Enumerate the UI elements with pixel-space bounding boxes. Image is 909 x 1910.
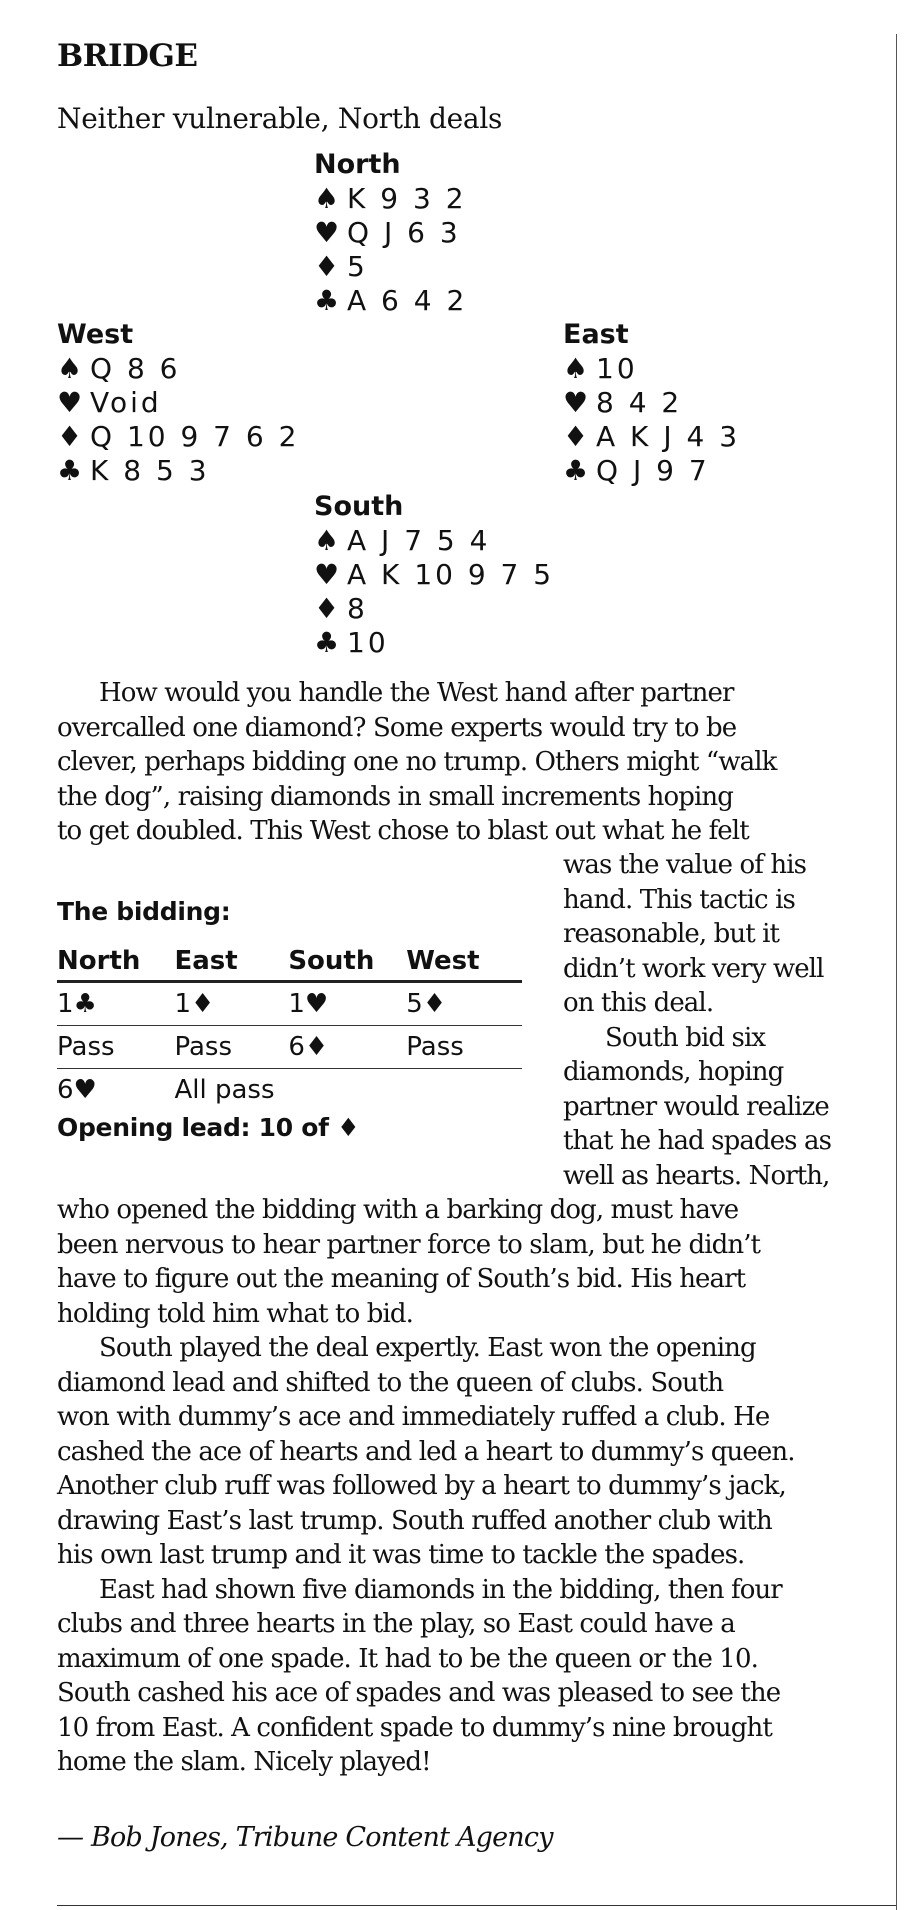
diamond-icon: ♦ — [57, 420, 83, 453]
cards: 8 — [347, 592, 368, 625]
cards: A 6 4 2 — [347, 284, 468, 317]
diamonds-holding — [563, 420, 740, 454]
text-line: South played the deal expertly. East won the opening — [99, 1333, 756, 1363]
column-header: North — [57, 942, 174, 982]
heart-icon: ♥ — [314, 216, 340, 249]
bid-cell: 1♣ — [57, 982, 174, 1026]
bid-cell: Pass — [57, 1026, 174, 1069]
column-header: West — [406, 942, 522, 982]
text-line: the dog”, raising diamonds in small increments hoping — [57, 781, 733, 812]
bidding-row — [57, 1026, 522, 1069]
text-line: 10 from East. A confident spade to dummy’s nine brought — [57, 1712, 772, 1743]
cards: Q J 6 3 — [347, 216, 461, 249]
bid-cell: 1♦ — [174, 982, 288, 1026]
text-line: was the value of his — [563, 850, 807, 880]
deal-conditions: Neither vulnerable, North deals — [57, 102, 503, 135]
text-line: home the slam. Nicely played! — [57, 1747, 431, 1777]
south-hand — [314, 490, 554, 660]
diamond-icon: ♦ — [314, 592, 340, 625]
text-line: Another club ruff was followed by a heart to dummy’s jack, — [57, 1471, 786, 1501]
bid-cell: 6♥ — [57, 1075, 97, 1105]
hand-name: South — [314, 491, 404, 522]
cards: 8 4 2 — [596, 386, 683, 419]
text-line: South cashed his ace of spades and was pleased to see the — [57, 1678, 781, 1708]
cards: 10 — [596, 352, 638, 385]
cards: 10 — [347, 626, 389, 659]
text-line: How would you handle the West hand after partner — [99, 678, 734, 708]
text-line: East had shown five diamonds in the bidding, then four — [99, 1574, 782, 1605]
hand-name: West — [57, 319, 134, 350]
heart-icon: ♥ — [57, 386, 83, 419]
bid-cell: 6♦ — [288, 1026, 406, 1069]
bidding-box — [57, 892, 522, 1142]
bid-cell: Pass — [174, 1026, 288, 1069]
bid-cell: 1♥ — [288, 982, 406, 1026]
spades-holding — [314, 182, 467, 216]
bid-cell — [406, 1069, 522, 1112]
hearts-holding — [57, 386, 299, 420]
cards: Q 8 6 — [90, 352, 181, 385]
text-line: maximum of one spade. It had to be the queen or the 10. — [57, 1643, 758, 1674]
cards: K 9 3 2 — [347, 182, 467, 215]
text-line: well as hearts. North, — [563, 1160, 830, 1191]
text-line: on this deal. — [563, 988, 714, 1018]
clubs-holding — [314, 284, 467, 318]
hand-name: East — [563, 319, 629, 350]
text-line: partner would realize — [563, 1091, 829, 1122]
diamonds-holding — [314, 250, 467, 284]
bidding-row — [57, 982, 522, 1026]
cards: A J 7 5 4 — [347, 524, 491, 557]
text-line: been nervous to hear partner force to slam, but he didn’t — [57, 1229, 761, 1260]
heart-icon: ♥ — [314, 558, 340, 591]
spade-icon: ♠ — [57, 352, 83, 385]
bid-cell — [288, 1069, 406, 1112]
text-line: have to figure out the meaning of South’s bid. His heart — [57, 1264, 746, 1294]
text-line: diamond lead and shifted to the queen of clubs. South — [57, 1367, 724, 1398]
heart-icon: ♥ — [563, 386, 589, 419]
clubs-holding — [314, 626, 554, 660]
cards: Q 10 9 7 6 2 — [90, 420, 300, 453]
text-line: clubs and three hearts in the play, so East could have a — [57, 1609, 735, 1639]
text-line: diamonds, hoping — [563, 1057, 784, 1087]
byline: — Bob Jones, Tribune Content Agency — [57, 1822, 553, 1853]
opening-lead: Opening lead: 10 of ♦ — [57, 1113, 360, 1142]
column-title: BRIDGE — [57, 38, 198, 74]
cards: Void — [90, 386, 162, 419]
diamonds-holding — [57, 420, 299, 454]
text-line: didn’t work very well — [563, 953, 824, 984]
hearts-holding — [314, 558, 554, 592]
spades-holding — [57, 352, 299, 386]
text-line: reasonable, but it — [563, 919, 780, 949]
cards: A K J 4 3 — [596, 420, 741, 453]
club-icon: ♣ — [57, 454, 83, 487]
text-line: to get doubled. This West chose to blast out what he felt — [57, 816, 749, 846]
spades-holding — [314, 524, 554, 558]
column-header: East — [174, 942, 288, 982]
text-line: South bid six — [605, 1022, 766, 1053]
text-line: that he had spades as — [563, 1126, 832, 1156]
bid-cell: Pass — [406, 1026, 522, 1069]
text-line: clever, perhaps bidding one no trump. Others might “walk — [57, 747, 777, 777]
spade-icon: ♠ — [314, 182, 340, 215]
cards: A K 10 9 7 5 — [347, 558, 555, 591]
bidding-label: The bidding: — [57, 897, 231, 926]
bottom-rule — [57, 1905, 896, 1906]
hearts-holding — [563, 386, 740, 420]
club-icon: ♣ — [314, 626, 340, 659]
column-header: South — [288, 942, 406, 982]
cards: Q J 9 7 — [596, 454, 710, 487]
spade-icon: ♠ — [314, 524, 340, 557]
east-hand — [563, 318, 740, 488]
text-line: drawing East’s last trump. South ruffed another club with — [57, 1505, 772, 1536]
diamonds-holding — [314, 592, 554, 626]
west-hand — [57, 318, 299, 488]
text-line: hand. This tactic is — [563, 884, 795, 915]
cards: K 8 5 3 — [90, 454, 210, 487]
article-text-top — [57, 676, 897, 849]
hand-name: North — [314, 149, 401, 180]
bidding-header-row — [57, 942, 522, 982]
text-line: holding told him what to bid. — [57, 1298, 413, 1329]
spade-icon: ♠ — [563, 352, 589, 385]
cards: 5 — [347, 250, 368, 283]
club-icon: ♣ — [314, 284, 340, 317]
north-hand — [314, 148, 467, 318]
bidding-table — [57, 942, 522, 1111]
hearts-holding — [314, 216, 467, 250]
bid-cell: 5♦ — [406, 982, 522, 1026]
clubs-holding — [57, 454, 299, 488]
bidding-row — [57, 1069, 522, 1112]
text-line: who opened the bidding with a barking dog, must have — [57, 1195, 739, 1225]
article-text-side — [563, 848, 903, 1193]
clubs-holding — [563, 454, 740, 488]
text-line: cashed the ace of hearts and led a heart to dummy’s queen. — [57, 1436, 795, 1467]
diamond-icon: ♦ — [563, 420, 589, 453]
bid-cell: All pass — [174, 1075, 275, 1105]
diamond-icon: ♦ — [314, 250, 340, 283]
article-text-bottom — [57, 1193, 897, 1780]
text-line: his own last trump and it was time to tackle the spades. — [57, 1540, 745, 1570]
text-line: overcalled one diamond? Some experts would try to be — [57, 712, 737, 743]
club-icon: ♣ — [563, 454, 589, 487]
text-line: won with dummy’s ace and immediately ruffed a club. He — [57, 1402, 770, 1432]
spades-holding — [563, 352, 740, 386]
